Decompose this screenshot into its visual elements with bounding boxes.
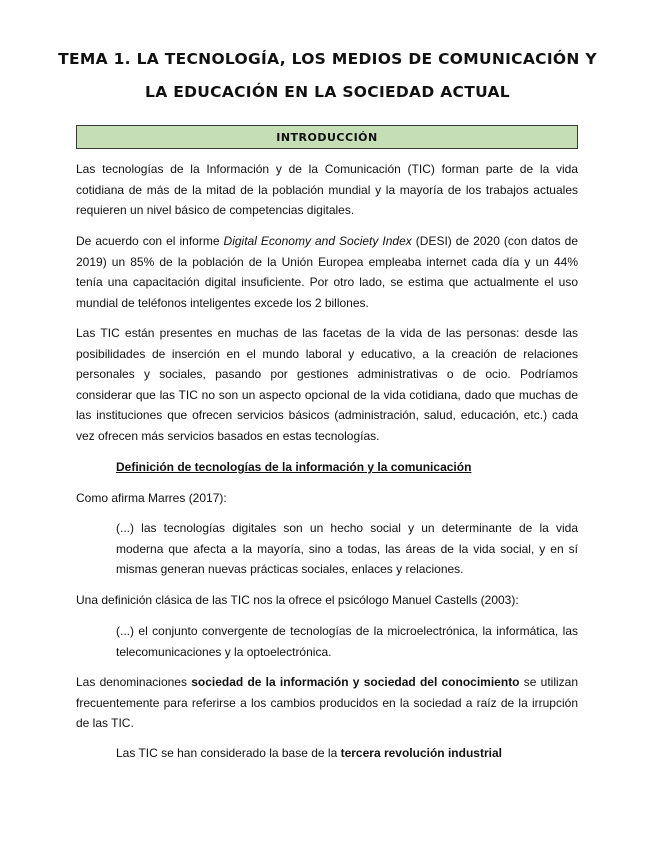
paragraph-marres-intro: Como afirma Marres (2017): <box>76 491 227 505</box>
quote-castells: (...) el conjunto convergente de tecnologías de la microelectrónica, la informática, las telecomunicaciones y la optoelectrónica. <box>116 624 578 659</box>
paragraph-denominaciones-text-a: Las denominaciones <box>76 675 192 689</box>
paragraph-castells-intro: Una definición clásica de las TIC nos la ofrece el psicólogo Manuel Castells (2003): <box>76 593 519 607</box>
document-title-line-1: TEMA 1. LA TECNOLOGÍA, LOS MEDIOS DE COMUNICACIÓN Y <box>58 50 597 68</box>
report-title-italic: Digital Economy and Society Index <box>223 234 412 248</box>
paragraph-tic-intro: Las tecnologías de la Información y de la Comunicación (TIC) forman parte de la vida cotidiana de más de la mitad de la población mundial y la mayoría de los trabajos actuales requieren un nivel básico de competencias digitales. <box>76 162 578 217</box>
bold-tercera-revolucion: tercera revolución industrial <box>340 746 502 760</box>
paragraph-denominaciones-text-b: se utilizan frecuentemente para referirse a los cambios producidos en la sociedad a raíz de la irrupción de las TIC. <box>76 675 578 730</box>
quote-marres: (...) las tecnologías digitales son un hecho social y un determinante de la vida moderna que afecta a la mayoría, sino a todas, las áreas de la vida social, y en sí mismas generan nuevas prácticas sociales, enlaces y relaciones. <box>116 521 578 576</box>
paragraph-denominaciones <box>76 672 578 734</box>
document-title-line-2: LA EDUCACIÓN EN LA SOCIEDAD ACTUAL <box>145 83 510 101</box>
section-heading-introduccion: INTRODUCCIÓN <box>76 125 578 149</box>
paragraph-tic-facets: Las TIC están presentes en muchas de las facetas de la vida de las personas: desde las posibilidades de inserción en el mundo laboral y educativo, a la creación de relaciones personales y sociales, pasando por gestiones administrativas o de ocio. Podríamos considerar que las TIC no son un aspecto opcional de la vida cotidiana, dado que muchas de las instituciones que ofrecen servicios básicos (administración, salud, educación, etc.) cada vez ofrecen más servicios basados en estas tecnologías. <box>76 326 578 443</box>
paragraph-desi-text-a: De acuerdo con el informe <box>76 234 224 248</box>
bold-sociedad-informacion: sociedad de la información y sociedad del conocimiento <box>191 675 520 689</box>
paragraph-desi-report <box>76 231 578 313</box>
paragraph-desi-text-b: (DESI) de 2020 (con datos de 2019) un 85% de la población de la Unión Europea empleaba internet cada día y un 44% tenía una capacitación digital insuficiente. Por otro lado, se estima que actualmente el uso mundial de teléfonos inteligentes excede los 2 billones. <box>76 234 579 310</box>
subheading-definicion-tic: Definición de tecnologías de la información y la comunicación <box>116 460 472 474</box>
paragraph-tercera-revolucion <box>116 743 578 764</box>
paragraph-tercera-text-a: Las TIC se han considerado la base de la <box>116 746 341 760</box>
